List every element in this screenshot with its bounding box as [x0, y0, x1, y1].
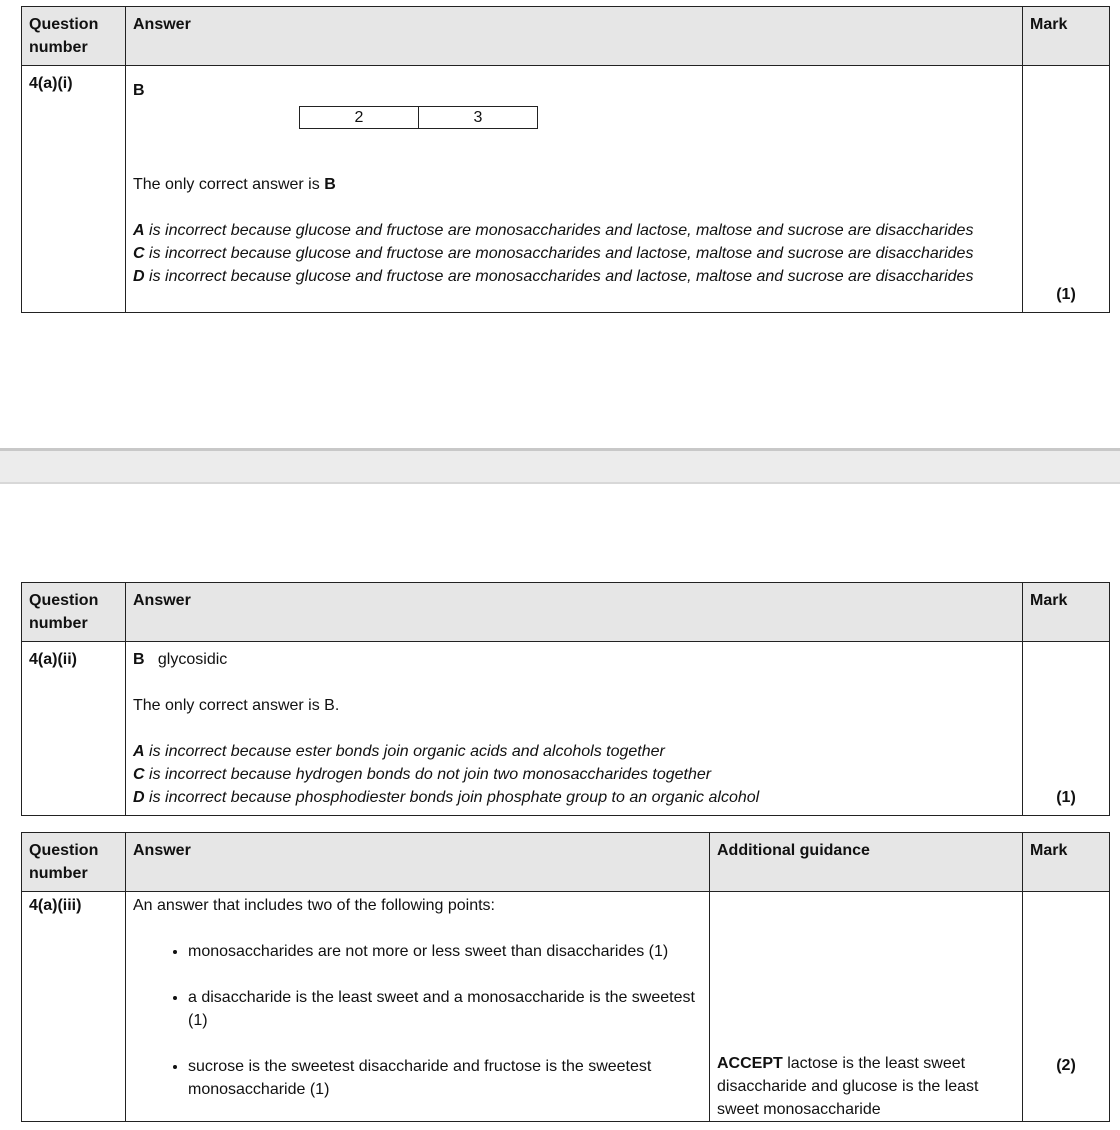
reason: A is incorrect because ester bonds join organic acids and alcohols together: [133, 743, 665, 760]
box: 3: [419, 107, 538, 129]
question-number: 4(a)(iii): [22, 892, 126, 1122]
guidance-text: lactose is the least sweet disaccharide and glucose is the least sweet monosaccharide: [717, 1055, 979, 1118]
answer-letter: B: [133, 82, 145, 99]
correct-letter: B: [324, 176, 336, 193]
header-mark: Mark: [1023, 7, 1110, 66]
mark: (1): [1023, 642, 1110, 816]
mark-scheme-table-4ai: [21, 6, 1110, 313]
header-answer: Answer: [126, 583, 1023, 642]
correct-text: The only correct answer is: [133, 176, 325, 193]
header-question-number: Question number: [22, 583, 126, 642]
correct-text: The only correct answer is B.: [133, 697, 340, 714]
mark: (1): [1023, 66, 1110, 313]
answer-cell: [126, 642, 1023, 816]
answer-point: • monosaccharides are not more or less sweet than disaccharides (1): [188, 940, 702, 963]
answer-boxes: [299, 106, 538, 129]
answer-intro: An answer that includes two of the following points:: [133, 897, 495, 914]
reason: C is incorrect because hydrogen bonds do not join two monosaccharides together: [133, 766, 712, 783]
reason: C is incorrect because glucose and fructose are monosaccharides and lactose, maltose and sucrose are disaccharides: [133, 245, 974, 262]
header-question-number: Question number: [22, 833, 126, 892]
answer-point: • a disaccharide is the least sweet and a monosaccharide is the sweetest (1): [188, 986, 702, 1032]
reason: D is incorrect because phosphodiester bonds join phosphate group to an organic alcohol: [133, 789, 760, 806]
header-answer: Answer: [126, 7, 1023, 66]
reason: D is incorrect because glucose and fructose are monosaccharides and lactose, maltose and sucrose are disaccharides: [133, 268, 974, 285]
header-mark: Mark: [1023, 583, 1110, 642]
answer-letter: B: [133, 651, 145, 668]
header-guidance: Additional guidance: [710, 833, 1023, 892]
reason: A is incorrect because glucose and fructose are monosaccharides and lactose, maltose and sucrose are disaccharides: [133, 222, 974, 239]
mark-scheme-table-4aii: [21, 582, 1110, 816]
mark-scheme-table-4aiii: [21, 832, 1110, 1122]
guidance-keyword: ACCEPT: [717, 1055, 783, 1072]
guidance-cell: [710, 892, 1023, 1122]
question-number: 4(a)(ii): [22, 642, 126, 816]
answer-text: glycosidic: [157, 651, 228, 668]
mark: (2): [1023, 892, 1110, 1122]
answer-cell: [126, 66, 1023, 313]
answer-cell: [126, 892, 710, 1122]
page-separator: [0, 448, 1120, 484]
question-number: 4(a)(i): [22, 66, 126, 313]
answer-point: • sucrose is the sweetest disaccharide and fructose is the sweetest monosaccharide (1): [188, 1055, 702, 1101]
header-question-number: Question number: [22, 7, 126, 66]
header-mark: Mark: [1023, 833, 1110, 892]
box: 2: [300, 107, 419, 129]
header-answer: Answer: [126, 833, 710, 892]
